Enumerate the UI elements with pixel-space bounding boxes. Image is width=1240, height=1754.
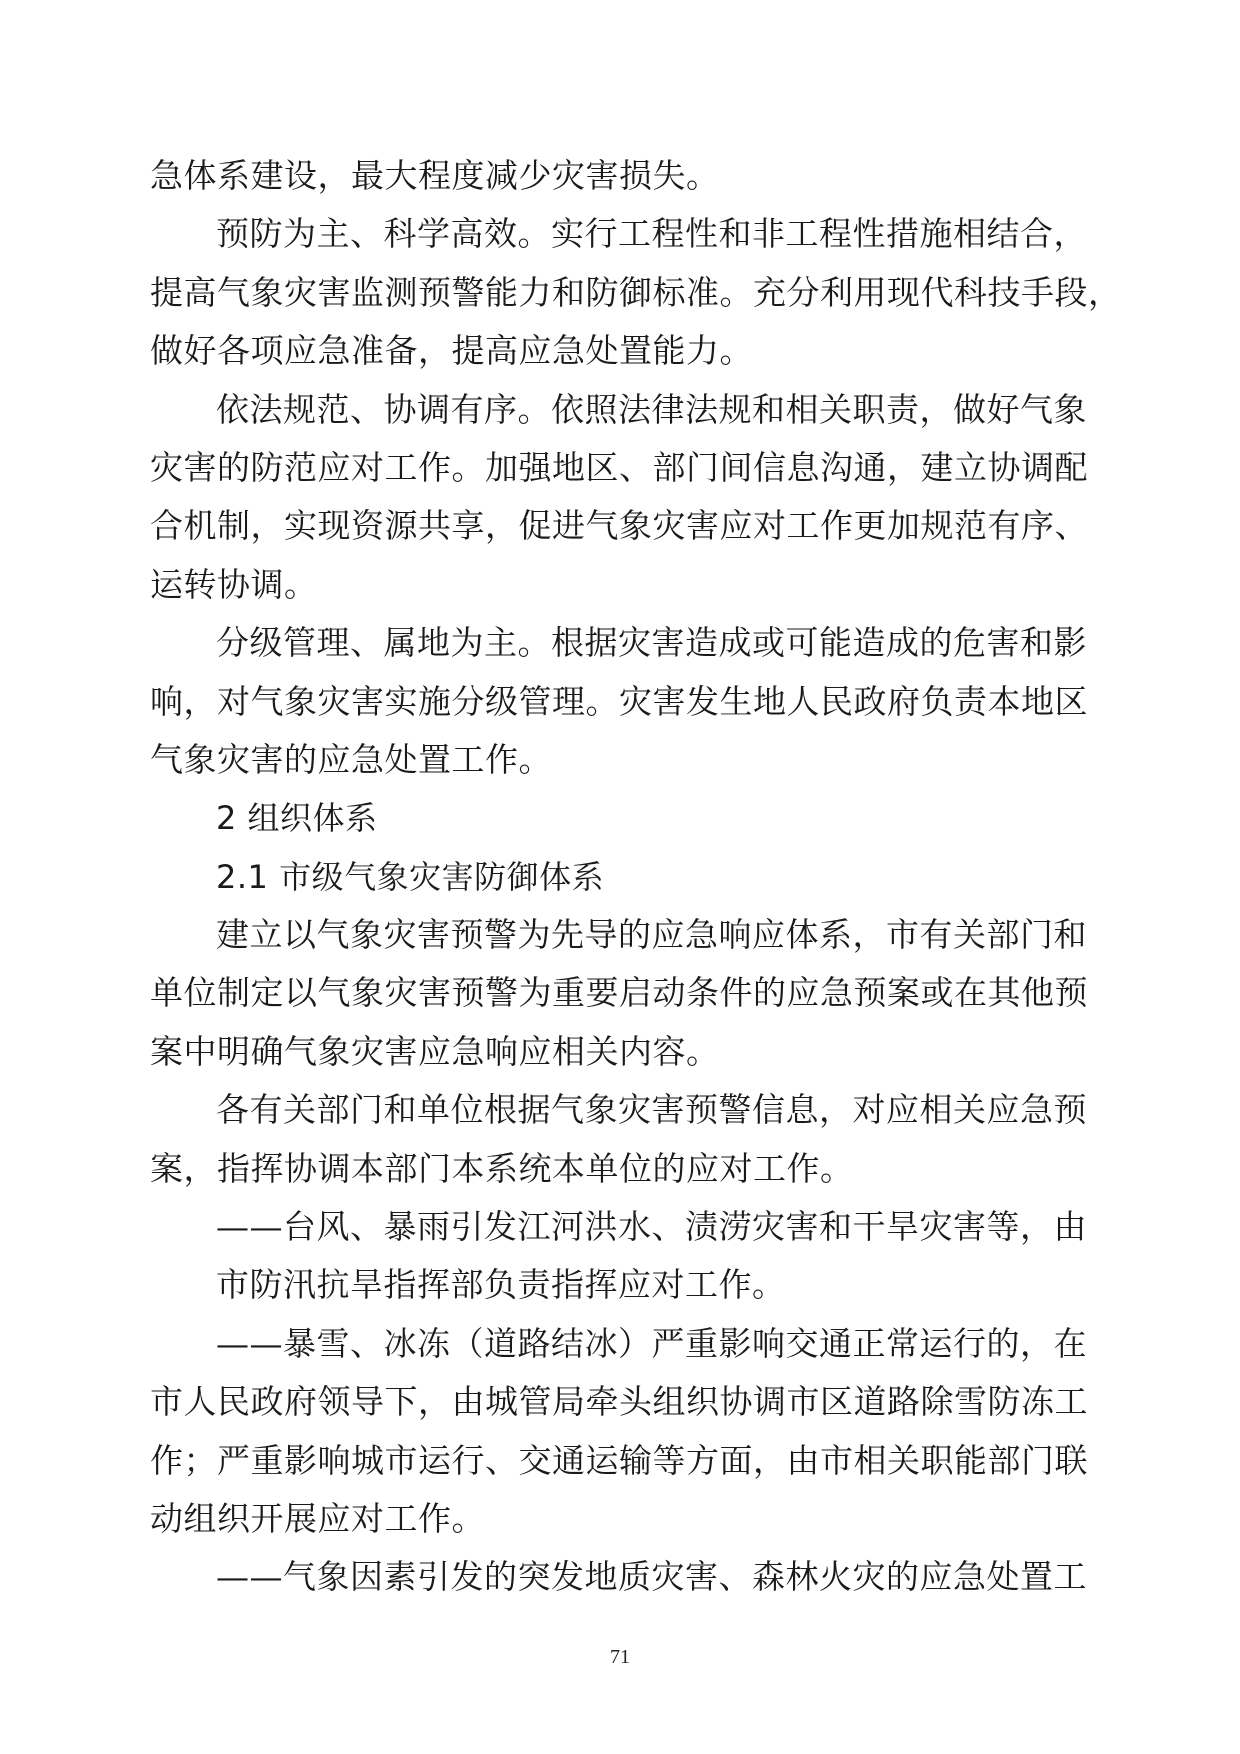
document-body bbox=[150, 147, 1122, 1607]
text-line: 灾害的防范应对工作。加强地区、部门间信息沟通，建立协调配 bbox=[150, 447, 1088, 487]
section-heading: 2 组织体系 bbox=[216, 799, 378, 838]
text-line: 气象灾害的应急处置工作。 bbox=[150, 739, 552, 779]
page-number: 71 bbox=[610, 1646, 630, 1668]
text-line: 建立以气象灾害预警为先导的应急响应体系，市有关部门和 bbox=[216, 915, 1087, 955]
text-line: 提高气象灾害监测预警能力和防御标准。充分利用现代科技手段， bbox=[150, 272, 1122, 312]
text-line: 依法规范、协调有序。依照法律法规和相关职责，做好气象 bbox=[216, 389, 1087, 429]
text-line: 作；严重影响城市运行、交通运输等方面，由市相关职能部门联 bbox=[150, 1440, 1088, 1480]
text-line: 急体系建设，最大程度减少灾害损失。 bbox=[150, 156, 720, 195]
text-line: 预防为主、科学高效。实行工程性和非工程性措施相结合， bbox=[216, 214, 1087, 254]
text-line: 市人民政府领导下，由城管局牵头组织协调市区道路除雪防冻工 bbox=[150, 1382, 1088, 1422]
text-line: 响，对气象灾害实施分级管理。灾害发生地人民政府负责本地区 bbox=[150, 681, 1088, 721]
text-line: 合机制，实现资源共享，促进气象灾害应对工作更加规范有序、 bbox=[150, 506, 1088, 546]
subsection-heading: 2.1 市级气象灾害防御体系 bbox=[216, 857, 605, 896]
text-line: 案中明确气象灾害应急响应相关内容。 bbox=[150, 1031, 720, 1071]
text-line: ——台风、暴雨引发江河洪水、渍涝灾害和干旱灾害等，由 bbox=[216, 1207, 1087, 1247]
text-line: 做好各项应急准备，提高应急处置能力。 bbox=[150, 331, 753, 371]
text-line: ——气象因素引发的突发地质灾害、森林火灾的应急处置工 bbox=[216, 1557, 1087, 1597]
text-line: ——暴雪、冰冻（道路结冰）严重影响交通正常运行的，在 bbox=[216, 1323, 1087, 1363]
text-line: 动组织开展应对工作。 bbox=[150, 1498, 485, 1538]
text-line: 单位制定以气象灾害预警为重要启动条件的应急预案或在其他预 bbox=[150, 973, 1088, 1013]
text-line: 分级管理、属地为主。根据灾害造成或可能造成的危害和影 bbox=[216, 623, 1087, 663]
text-line: 案，指挥协调本部门本系统本单位的应对工作。 bbox=[150, 1148, 854, 1188]
text-line: 市防汛抗旱指挥部负责指挥应对工作。 bbox=[216, 1265, 786, 1305]
text-line: 运转协调。 bbox=[150, 564, 318, 604]
text-line: 各有关部门和单位根据气象灾害预警信息，对应相关应急预 bbox=[216, 1090, 1087, 1130]
